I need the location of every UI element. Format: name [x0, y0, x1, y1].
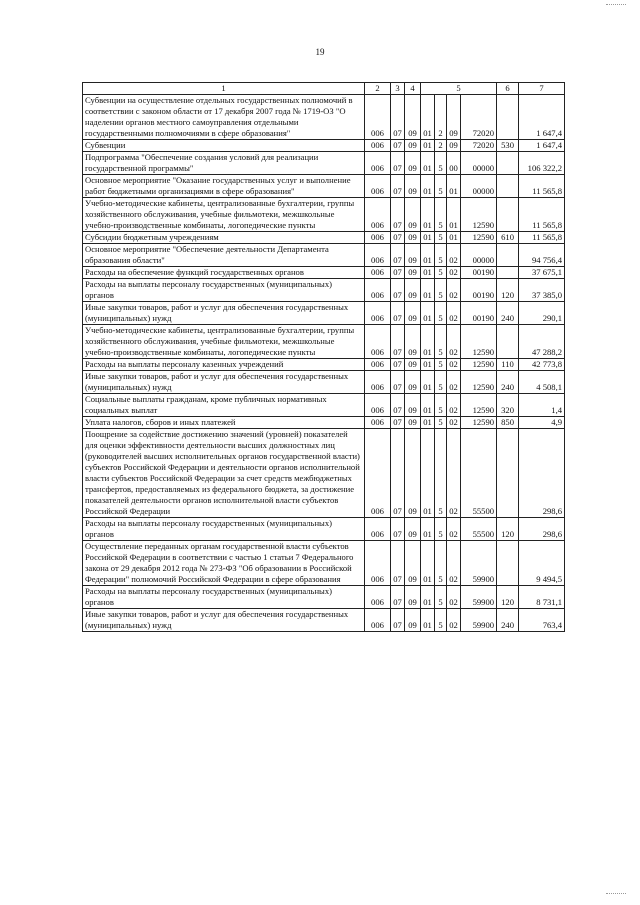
row-target-program: 01 [421, 140, 435, 152]
row-ministry-code: 006 [365, 359, 391, 371]
row-direction-code: 55500 [461, 518, 497, 541]
row-target-program: 01 [421, 175, 435, 198]
row-amount: 37 385,0 [519, 279, 565, 302]
row-subsection-code: 09 [405, 175, 421, 198]
row-main-activity: 01 [447, 232, 461, 244]
row-expense-type: 610 [497, 232, 519, 244]
row-section-code: 07 [391, 541, 405, 586]
row-ministry-code: 006 [365, 279, 391, 302]
row-direction-code: 00190 [461, 302, 497, 325]
row-direction-code: 12590 [461, 417, 497, 429]
row-main-activity: 02 [447, 244, 461, 267]
row-ministry-code: 006 [365, 232, 391, 244]
row-ministry-code: 006 [365, 267, 391, 279]
row-ministry-code: 006 [365, 394, 391, 417]
row-subprogram: 5 [435, 586, 447, 609]
row-amount: 47 288,2 [519, 325, 565, 359]
row-direction-code: 00190 [461, 267, 497, 279]
row-expense-type [497, 429, 519, 518]
scan-mark-bottom [606, 893, 626, 900]
table-row [83, 302, 565, 325]
row-subprogram: 5 [435, 417, 447, 429]
row-section-code: 07 [391, 371, 405, 394]
row-amount: 298,6 [519, 429, 565, 518]
row-main-activity: 02 [447, 371, 461, 394]
row-expense-type: 850 [497, 417, 519, 429]
row-target-program: 01 [421, 541, 435, 586]
row-subsection-code: 09 [405, 244, 421, 267]
row-subsection-code: 09 [405, 359, 421, 371]
row-expense-type: 120 [497, 518, 519, 541]
row-expense-type: 110 [497, 359, 519, 371]
row-expense-type [497, 267, 519, 279]
row-expense-type: 530 [497, 140, 519, 152]
header-col-5: 5 [421, 83, 497, 95]
table-row [83, 95, 565, 140]
row-expense-type: 120 [497, 586, 519, 609]
row-name: Субсидии бюджетным учреждениям [83, 232, 365, 244]
row-name: Учебно-методические кабинеты, централизованные бухгалтерии, группы хозяйственного обслуживания, учебные фильмотеки, межшкольные учебно-производственные комбинаты, логопедические пункты [83, 325, 365, 359]
row-name: Уплата налогов, сборов и иных платежей [83, 417, 365, 429]
row-expense-type: 120 [497, 279, 519, 302]
row-ministry-code: 006 [365, 175, 391, 198]
table-row [83, 175, 565, 198]
row-subsection-code: 09 [405, 198, 421, 232]
row-main-activity: 02 [447, 302, 461, 325]
header-col-1: 1 [83, 83, 365, 95]
row-target-program: 01 [421, 267, 435, 279]
row-direction-code: 12590 [461, 394, 497, 417]
row-direction-code: 12590 [461, 198, 497, 232]
row-name: Основное мероприятие "Оказание государственных услуг и выполнение работ бюджетными организациями в сфере образования" [83, 175, 365, 198]
row-subsection-code: 09 [405, 232, 421, 244]
row-subprogram: 5 [435, 198, 447, 232]
table-row [83, 586, 565, 609]
row-amount: 106 322,2 [519, 152, 565, 175]
scan-mark-top [606, 4, 626, 11]
row-target-program: 01 [421, 95, 435, 140]
row-direction-code: 00000 [461, 152, 497, 175]
row-name: Иные закупки товаров, работ и услуг для обеспечения государственных (муниципальных) нужд [83, 371, 365, 394]
row-expense-type [497, 541, 519, 586]
row-main-activity: 02 [447, 609, 461, 632]
row-direction-code: 00000 [461, 175, 497, 198]
table-row [83, 518, 565, 541]
row-subsection-code: 09 [405, 586, 421, 609]
row-name: Иные закупки товаров, работ и услуг для обеспечения государственных (муниципальных) нужд [83, 609, 365, 632]
row-target-program: 01 [421, 609, 435, 632]
row-expense-type [497, 175, 519, 198]
row-amount: 1 647,4 [519, 140, 565, 152]
row-subsection-code: 09 [405, 518, 421, 541]
row-ministry-code: 006 [365, 140, 391, 152]
row-main-activity: 02 [447, 417, 461, 429]
row-subprogram: 5 [435, 244, 447, 267]
row-ministry-code: 006 [365, 609, 391, 632]
table-row [83, 609, 565, 632]
table-row [83, 325, 565, 359]
row-ministry-code: 006 [365, 541, 391, 586]
row-direction-code: 72020 [461, 95, 497, 140]
row-direction-code: 55500 [461, 429, 497, 518]
row-expense-type: 240 [497, 609, 519, 632]
row-expense-type [497, 198, 519, 232]
row-subprogram: 5 [435, 394, 447, 417]
row-amount: 42 773,8 [519, 359, 565, 371]
row-name: Расходы на обеспечение функций государственных органов [83, 267, 365, 279]
row-amount: 298,6 [519, 518, 565, 541]
row-subprogram: 5 [435, 429, 447, 518]
row-expense-type: 320 [497, 394, 519, 417]
row-ministry-code: 006 [365, 429, 391, 518]
row-subsection-code: 09 [405, 429, 421, 518]
table-row [83, 417, 565, 429]
row-subsection-code: 09 [405, 541, 421, 586]
table-row [83, 198, 565, 232]
page-number: 19 [315, 47, 325, 57]
table-row [83, 541, 565, 586]
row-subprogram: 5 [435, 175, 447, 198]
row-ministry-code: 006 [365, 152, 391, 175]
row-section-code: 07 [391, 325, 405, 359]
row-name: Социальные выплаты гражданам, кроме публичных нормативных социальных выплат [83, 394, 365, 417]
row-amount: 11 565,8 [519, 232, 565, 244]
row-subprogram: 5 [435, 325, 447, 359]
row-direction-code: 00000 [461, 244, 497, 267]
row-section-code: 07 [391, 175, 405, 198]
row-direction-code: 59900 [461, 609, 497, 632]
row-direction-code: 12590 [461, 371, 497, 394]
row-section-code: 07 [391, 140, 405, 152]
row-section-code: 07 [391, 417, 405, 429]
row-expense-type: 240 [497, 371, 519, 394]
row-subsection-code: 09 [405, 140, 421, 152]
header-col-7: 7 [519, 83, 565, 95]
row-direction-code: 72020 [461, 140, 497, 152]
row-target-program: 01 [421, 371, 435, 394]
row-target-program: 01 [421, 394, 435, 417]
table-header-row [83, 83, 565, 95]
row-section-code: 07 [391, 198, 405, 232]
row-name: Основное мероприятие "Обеспечение деятельности Департамента образования области" [83, 244, 365, 267]
row-amount: 37 675,1 [519, 267, 565, 279]
row-main-activity: 02 [447, 325, 461, 359]
row-main-activity: 02 [447, 586, 461, 609]
row-section-code: 07 [391, 359, 405, 371]
row-subprogram: 5 [435, 279, 447, 302]
row-subprogram: 5 [435, 359, 447, 371]
row-name: Расходы на выплаты персоналу государственных (муниципальных) органов [83, 586, 365, 609]
row-target-program: 01 [421, 586, 435, 609]
row-expense-type [497, 152, 519, 175]
table-row [83, 140, 565, 152]
row-ministry-code: 006 [365, 198, 391, 232]
row-amount: 11 565,8 [519, 198, 565, 232]
row-expense-type [497, 325, 519, 359]
row-target-program: 01 [421, 279, 435, 302]
row-expense-type [497, 244, 519, 267]
row-target-program: 01 [421, 518, 435, 541]
row-main-activity: 02 [447, 429, 461, 518]
row-direction-code: 59900 [461, 541, 497, 586]
row-subprogram: 5 [435, 541, 447, 586]
row-subprogram: 5 [435, 518, 447, 541]
row-main-activity: 01 [447, 198, 461, 232]
row-ministry-code: 006 [365, 244, 391, 267]
row-section-code: 07 [391, 394, 405, 417]
row-section-code: 07 [391, 279, 405, 302]
row-target-program: 01 [421, 429, 435, 518]
row-subprogram: 5 [435, 371, 447, 394]
header-col-3: 3 [391, 83, 405, 95]
row-amount: 290,1 [519, 302, 565, 325]
row-subprogram: 5 [435, 152, 447, 175]
table-row [83, 267, 565, 279]
table-row [83, 371, 565, 394]
row-name: Субвенции [83, 140, 365, 152]
row-target-program: 01 [421, 359, 435, 371]
row-section-code: 07 [391, 302, 405, 325]
header-col-2: 2 [365, 83, 391, 95]
row-subsection-code: 09 [405, 371, 421, 394]
table-row [83, 232, 565, 244]
row-subsection-code: 09 [405, 609, 421, 632]
row-section-code: 07 [391, 152, 405, 175]
row-section-code: 07 [391, 429, 405, 518]
table-row [83, 279, 565, 302]
row-section-code: 07 [391, 586, 405, 609]
row-subprogram: 5 [435, 267, 447, 279]
row-main-activity: 02 [447, 518, 461, 541]
row-main-activity: 02 [447, 394, 461, 417]
row-target-program: 01 [421, 302, 435, 325]
row-ministry-code: 006 [365, 417, 391, 429]
row-name: Расходы на выплаты персоналу казенных учреждений [83, 359, 365, 371]
table-row [83, 244, 565, 267]
row-name: Поощрение за содействие достижению значений (уровней) показателей для оценки эффективности деятельности высших должностных лиц (руководителей высших исполнительных органов государственной власти) субъектов Российской Федерации и деятельности органов исполнительной власти субъектов Российской Федерации за счет средств межбюджетных трансфертов, предоставляемых из федерального бюджета, за достижение показателей деятельности органов исполнительной власти субъектов Российской Федерации [83, 429, 365, 518]
row-subsection-code: 09 [405, 95, 421, 140]
row-name: Подпрограмма "Обеспечение создания условий для реализации государственной программы" [83, 152, 365, 175]
row-subsection-code: 09 [405, 325, 421, 359]
row-main-activity: 02 [447, 541, 461, 586]
header-col-6: 6 [497, 83, 519, 95]
row-main-activity: 02 [447, 359, 461, 371]
row-main-activity: 09 [447, 95, 461, 140]
row-amount: 8 731,1 [519, 586, 565, 609]
row-main-activity: 01 [447, 175, 461, 198]
row-amount: 1 647,4 [519, 95, 565, 140]
row-direction-code: 12590 [461, 325, 497, 359]
row-subsection-code: 09 [405, 302, 421, 325]
row-subsection-code: 09 [405, 394, 421, 417]
row-ministry-code: 006 [365, 95, 391, 140]
row-main-activity: 09 [447, 140, 461, 152]
row-main-activity: 02 [447, 267, 461, 279]
row-subsection-code: 09 [405, 279, 421, 302]
row-target-program: 01 [421, 198, 435, 232]
row-amount: 9 494,5 [519, 541, 565, 586]
row-amount: 11 565,8 [519, 175, 565, 198]
row-ministry-code: 006 [365, 586, 391, 609]
row-section-code: 07 [391, 609, 405, 632]
row-ministry-code: 006 [365, 518, 391, 541]
row-ministry-code: 006 [365, 325, 391, 359]
row-direction-code: 59900 [461, 586, 497, 609]
row-name: Расходы на выплаты персоналу государственных (муниципальных) органов [83, 279, 365, 302]
row-subprogram: 5 [435, 232, 447, 244]
row-amount: 763,4 [519, 609, 565, 632]
row-subprogram: 5 [435, 609, 447, 632]
row-section-code: 07 [391, 232, 405, 244]
row-subsection-code: 09 [405, 267, 421, 279]
row-section-code: 07 [391, 95, 405, 140]
table-row [83, 429, 565, 518]
row-target-program: 01 [421, 417, 435, 429]
row-section-code: 07 [391, 244, 405, 267]
row-target-program: 01 [421, 244, 435, 267]
row-section-code: 07 [391, 267, 405, 279]
header-col-4: 4 [405, 83, 421, 95]
row-ministry-code: 006 [365, 302, 391, 325]
row-subprogram: 2 [435, 95, 447, 140]
table-row [83, 152, 565, 175]
row-name: Субвенции на осуществление отдельных государственных полномочий в соответствии с законом области от 17 декабря 2007 года № 1719-ОЗ "О наделении органов местного самоуправления отдельными государственными полномочиями в сфере образования" [83, 95, 365, 140]
row-section-code: 07 [391, 518, 405, 541]
row-target-program: 01 [421, 325, 435, 359]
row-subprogram: 2 [435, 140, 447, 152]
row-ministry-code: 006 [365, 371, 391, 394]
budget-table [82, 82, 565, 632]
row-target-program: 01 [421, 152, 435, 175]
row-subsection-code: 09 [405, 152, 421, 175]
row-name: Расходы на выплаты персоналу государственных (муниципальных) органов [83, 518, 365, 541]
row-amount: 1,4 [519, 394, 565, 417]
row-amount: 4 508,1 [519, 371, 565, 394]
row-subprogram: 5 [435, 302, 447, 325]
row-subsection-code: 09 [405, 417, 421, 429]
row-name: Иные закупки товаров, работ и услуг для обеспечения государственных (муниципальных) нужд [83, 302, 365, 325]
row-amount: 4,9 [519, 417, 565, 429]
row-direction-code: 00190 [461, 279, 497, 302]
row-expense-type [497, 95, 519, 140]
row-name: Учебно-методические кабинеты, централизованные бухгалтерии, группы хозяйственного обслуживания, учебные фильмотеки, межшкольные учебно-производственные комбинаты, логопедические пункты [83, 198, 365, 232]
row-name: Осуществление переданных органам государственной власти субъектов Российской Федерации в соответствии с частью 1 статьи 7 Федерального закона от 29 декабря 2012 года № 273-ФЗ "Об образовании в Российской Федерации" полномочий Российской Федерации в сфере образования [83, 541, 365, 586]
row-amount: 94 756,4 [519, 244, 565, 267]
table-row [83, 394, 565, 417]
row-direction-code: 12590 [461, 359, 497, 371]
row-main-activity: 00 [447, 152, 461, 175]
row-direction-code: 12590 [461, 232, 497, 244]
row-target-program: 01 [421, 232, 435, 244]
row-expense-type: 240 [497, 302, 519, 325]
row-main-activity: 02 [447, 279, 461, 302]
table-row [83, 359, 565, 371]
